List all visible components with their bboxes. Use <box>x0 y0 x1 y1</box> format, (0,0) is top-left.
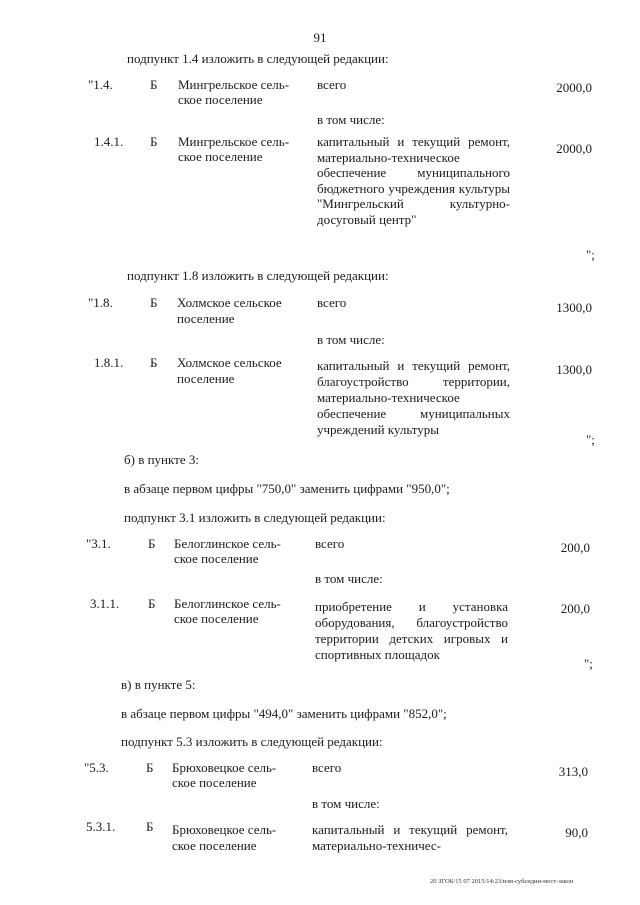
page-number: 91 <box>313 30 327 45</box>
item-number: "1.8. <box>88 295 113 310</box>
document-footer-code: 20 ЗГОБ/15 07 2015/14:23/изм-субсидии-мест-закон <box>430 878 574 885</box>
item-name-line: поселение <box>177 311 235 326</box>
item-name-line: Белоглинское сель- <box>174 536 281 551</box>
item-description: всего <box>317 77 347 92</box>
item-description: капитальный и текущий ремонт, благоустройство территории, материально-техническое обеспечение муниципальных учреждений культуры <box>317 358 510 437</box>
item-name-line: Мингрельское сель- <box>178 134 290 149</box>
item-description: всего <box>317 295 347 310</box>
item-amount: 200,0 <box>560 601 590 616</box>
paragraph-instruction: в) в пункте 5: <box>121 677 196 692</box>
item-category: Б <box>150 134 158 149</box>
item-category: Б <box>146 819 154 834</box>
item-category: Б <box>150 355 158 370</box>
item-description: приобретение и установка оборудования, благоустройство территории детских игровых и спортивных площадок <box>315 599 508 662</box>
item-category: Б <box>148 596 156 611</box>
including-label: в том числе: <box>317 332 385 347</box>
item-amount: 200,0 <box>560 540 590 555</box>
item-name-line: ское поселение <box>178 149 263 164</box>
item-number: "5.3. <box>84 760 109 775</box>
closing-quote: "; <box>586 432 595 447</box>
item-category: Б <box>148 536 156 551</box>
item-amount: 2000,0 <box>556 141 592 156</box>
paragraph-instruction: б) в пункте 3: <box>124 452 199 467</box>
item-name-line: Холмское сельское <box>177 295 282 310</box>
item-name-line: ское поселение <box>174 551 259 566</box>
paragraph-instruction: подпункт 1.4 изложить в следующей редакции: <box>127 51 389 66</box>
item-amount: 1300,0 <box>556 362 592 377</box>
item-name-line: поселение <box>177 371 235 386</box>
item-category: Б <box>150 77 158 92</box>
paragraph-instruction: подпункт 5.3 изложить в следующей редакции: <box>121 734 383 749</box>
item-number: 1.4.1. <box>94 134 124 149</box>
closing-quote: "; <box>584 656 593 671</box>
item-amount: 90,0 <box>565 825 588 840</box>
item-description: всего <box>312 760 342 775</box>
item-name-line: Брюховецкое сель- <box>172 760 277 775</box>
item-number: "1.4. <box>88 77 113 92</box>
closing-quote: "; <box>586 247 595 262</box>
including-label: в том числе: <box>315 571 383 586</box>
item-description: всего <box>315 536 345 551</box>
item-number: 1.8.1. <box>94 355 124 370</box>
paragraph-instruction: в абзаце первом цифры "750,0" заменить цифрами "950,0"; <box>124 481 450 496</box>
item-name-line: Холмское сельское <box>177 355 282 370</box>
item-name-line: ское поселение <box>172 838 257 853</box>
including-label: в том числе: <box>312 796 380 811</box>
paragraph-instruction: в абзаце первом цифры "494,0" заменить цифрами "852,0"; <box>121 706 447 721</box>
item-amount: 1300,0 <box>556 300 592 315</box>
item-name-line: ское поселение <box>174 611 259 626</box>
paragraph-instruction: подпункт 3.1 изложить в следующей редакции: <box>124 510 386 525</box>
item-description: капитальный и текущий ремонт, материально-техническое обеспечение муниципального бюджетного учреждения культуры "Мингрельский культурно-досуговый центр" <box>317 134 510 227</box>
item-category: Б <box>150 295 158 310</box>
item-category: Б <box>146 760 154 775</box>
item-name-line: ское поселение <box>178 92 263 107</box>
item-number: "3.1. <box>86 536 111 551</box>
item-name-line: Белоглинское сель- <box>174 596 281 611</box>
item-name-line: Мингрельское сель- <box>178 77 290 92</box>
paragraph-instruction: подпункт 1.8 изложить в следующей редакции: <box>127 268 389 283</box>
item-description: капитальный и текущий ремонт, материально-техничес- <box>312 822 508 853</box>
including-label: в том числе: <box>317 112 385 127</box>
item-amount: 2000,0 <box>556 80 592 95</box>
item-name-line: Брюховецкое сель- <box>172 822 277 837</box>
item-number: 3.1.1. <box>90 596 120 611</box>
item-number: 5.3.1. <box>86 819 116 834</box>
item-amount: 313,0 <box>558 764 588 779</box>
item-name-line: ское поселение <box>172 775 257 790</box>
